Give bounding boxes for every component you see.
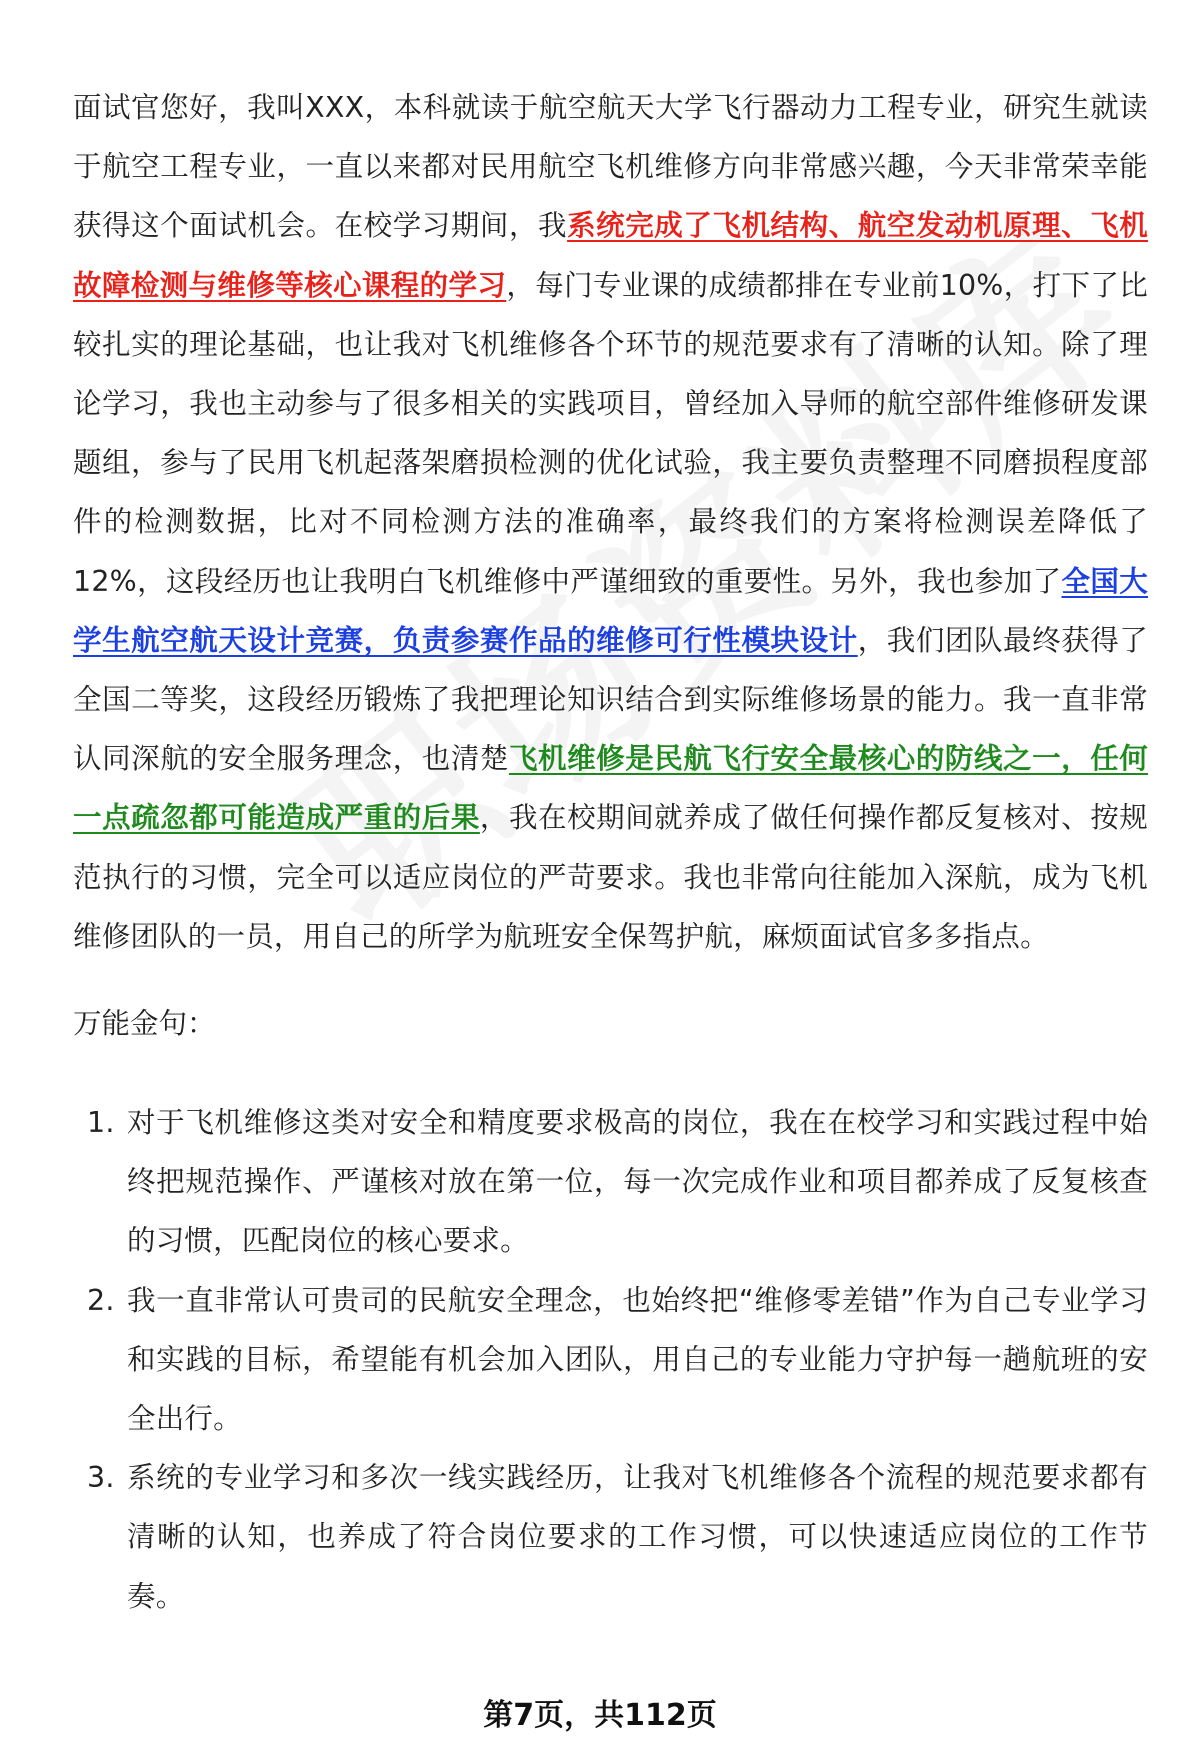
- intro-paragraph: [73, 78, 1148, 966]
- list-item-number: 2.: [87, 1283, 115, 1317]
- list-item: [73, 1448, 1148, 1626]
- list-item-number: 3.: [87, 1461, 115, 1495]
- page-number-footer: 第7页，共112页: [483, 1698, 717, 1733]
- intro-text-3: ，我们团队最终获得了全国二等奖，这段经历锻炼了我把理论知识结合到实际维修场景的能力。我一直非常认同深航的安全服务理念，也清楚: [73, 623, 1148, 776]
- list-item-text: 对于飞机维修这类对安全和精度要求极高的岗位，我在在校学习和实践过程中始终把规范操作、严谨核对放在第一位，每一次完成作业和项目都养成了反复核查的习惯，匹配岗位的核心要求。: [127, 1106, 1148, 1258]
- list-item: [73, 1271, 1148, 1449]
- list-item-number: 1.: [87, 1106, 115, 1140]
- intro-text-4: ，我在校期间就养成了做任何操作都反复核对、按规范执行的习惯，完全可以适应岗位的严苛要求。我也非常向往能加入深航，成为飞机维修团队的一员，用自己的所学为航班安全保驾护航，麻烦面试官多多指点。: [73, 801, 1148, 953]
- list-item-text: 我一直非常认可贵司的民航安全理念，也始终把“维修零差错”作为自己专业学习和实践的目标，希望能有机会加入团队，用自己的专业能力守护每一趟航班的安全出行。: [127, 1283, 1148, 1436]
- document-page: [73, 78, 1148, 1626]
- highlight-competition: 全国大学生航空航天设计竞赛，负责参赛作品的维修可行性模块设计: [73, 564, 1148, 657]
- intro-text-1: 面试官您好，我叫XXX，本科就读于航空航天大学飞行器动力工程专业，研究生就读于航空工程专业，一直以来都对民用航空飞机维修方向非常感兴趣，今天非常荣幸能获得这个面试机会。在校学习期间，我: [73, 91, 1148, 243]
- highlight-courses: 系统完成了飞机结构、航空发动机原理、飞机故障检测与维修等核心课程的学习: [73, 209, 1148, 302]
- list-item: [73, 1093, 1148, 1271]
- tips-title: 万能金句：: [73, 1007, 216, 1041]
- highlight-safety: 飞机维修是民航飞行安全最核心的防线之一，任何一点疏忽都可能造成严重的后果: [73, 742, 1148, 835]
- tips-list: [73, 1093, 1148, 1626]
- list-item-text: 系统的专业学习和多次一线实践经历，让我对飞机维修各个流程的规范要求都有清晰的认知，也养成了符合岗位要求的工作习惯，可以快速适应岗位的工作节奏。: [127, 1461, 1148, 1613]
- intro-text-2: ，每门专业课的成绩都排在专业前10%，打下了比较扎实的理论基础，也让我对飞机维修各个环节的规范要求有了清晰的认知。除了理论学习，我也主动参与了很多相关的实践项目，曾经加入导师的航空部件维修研发课题组，参与了民用飞机起落架磨损检测的优化试验，我主要负责整理不同磨损程度部件的检测数据，比对不同检测方法的准确率，最终我们的方案将检测误差降低了12%，这段经历也让我明白飞机维修中严谨细致的重要性。另外，我也参加了: [73, 268, 1148, 598]
